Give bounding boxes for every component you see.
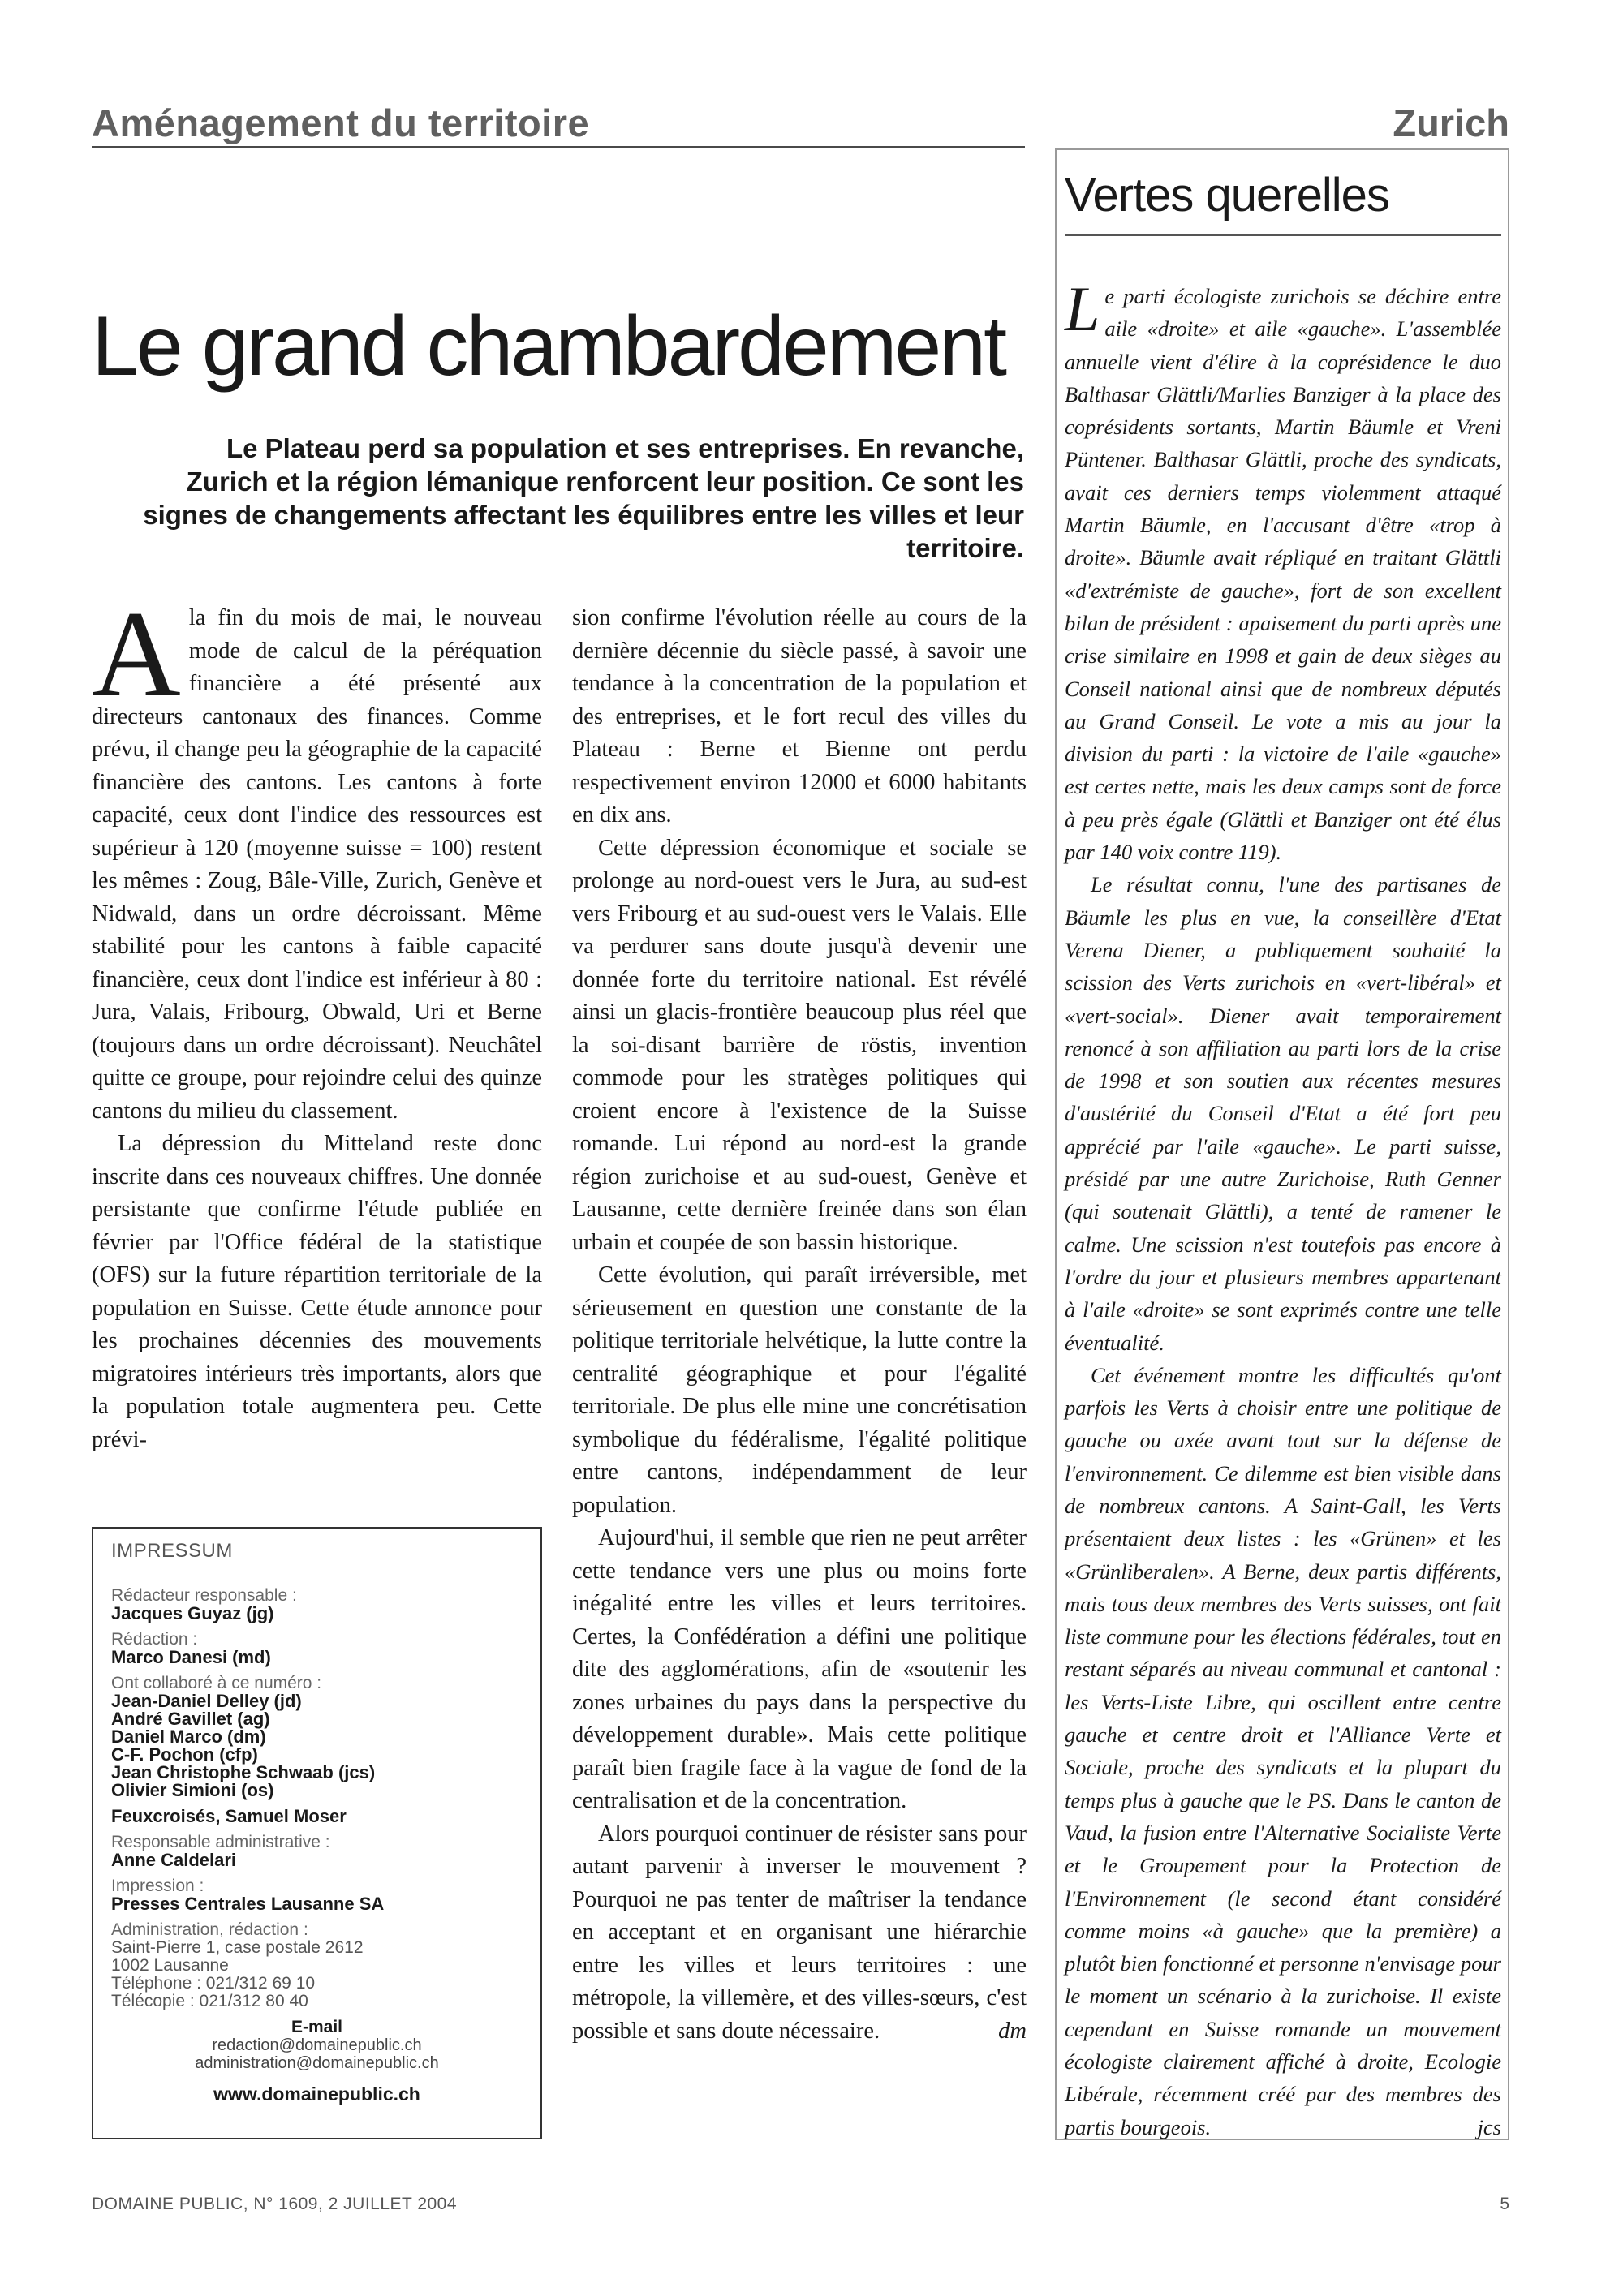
sidebar-section-title: Zurich: [1393, 101, 1509, 144]
impressum-email-label: E-mail: [291, 2018, 343, 2036]
article-paragraph: sion confirme l'évolution réelle au cours de la dernière décennie du siècle passé, à savoir une tendance à la concentration de la population et des entreprises, et le fort recul des villes du Plateau : Berne et Bienne ont perdu respectivement environ 12000 et 6000 habitants en dix ans.: [572, 605, 1027, 828]
section-rule: [92, 146, 1025, 148]
article-paragraph: Alors pourquoi continuer de résister sans pour autant parvenir à inverser le mouvement ? Pourquoi ne pas tenter de maîtriser la tendance en acceptant et en organisant une hiérarchie entre les villes et leurs territoires : une métropole, la villemère, et des villes-sœurs, c'est possible et sans doute nécessaire. dm: [572, 1818, 1027, 2049]
impressum-box: [92, 1527, 542, 2139]
section-title: Aménagement du territoire: [92, 101, 590, 144]
sidebar-paragraph: Le résultat connu, l'une des partisanes de Bäumle les plus en vue, la conseillère d'Etat Verena Diener, a publiquement souhaité la scission des Verts zurichois en «vert-libéral» et «vert-social». Diener avait temporairement renoncé à son affiliation au parti lors de la crise de 1998 et son soutien aux récentes mesures d'austérité du Conseil d'Etat a été fort peu apprécié par l'aile «gauche». Le parti suisse, présidé par une autre Zurichoise, Ruth Genner (qui soutenait Glättli), a tenté de ramener le calme. Une scission n'est toutefois pas encore à l'ordre du jour et plusieurs membres appartenant à l'aile «droite» se sont exprimés contre une telle éventualité.: [1065, 872, 1501, 1355]
sidebar-body: [1065, 273, 1501, 2143]
email-link[interactable]: redaction@domainepublic.ch: [212, 2036, 422, 2054]
article-paragraph: La dépression du Mitteland reste donc inscrite dans ces nouveaux chiffres. Une donnée persistante que confirme l'étude publiée en février par l'Office fédéral de la statistique (OFS) sur la future répartition territoriale de la population en Suisse. Cette étude annonce pour les prochaines décennies des mouvements migratoires intérieurs très importants, alors que la population totale augmentera peu. Cette prévi-: [92, 1131, 542, 1452]
article-column-1: [92, 586, 542, 1456]
impressum-admin: Responsable administrative : Anne Caldelari: [111, 1833, 330, 1870]
sidebar-drop-cap: L: [1065, 273, 1100, 344]
sidebar-paragraph: Le parti écologiste zurichois se déchire entre aile «droite» et aile «gauche». L'assemblée annuelle vient d'élire à la coprésidence le duo Balthasar Glättli/Marlies Banziger à la place des coprésidents sortants, Martin Bäumle et Vreni Püntener. Balthasar Glättli, proche des syndicats, avait ces derniers temps violemment attaqué Martin Bäumle, en l'accusant d'être «trop à droite». Bäumle avait répliqué en traitant Glättli «d'extrémiste de gauche», fort de son excellent bilan de président : apaisement du parti après une crise similaire en 1998 et gain de deux sièges au Conseil national ainsi que de nombreux députés au Grand Conseil. Le vote a mis au jour la division du parti : la victoire de l'aile «gauche» est certes nette, mais les deux camps sont de force à peu près égale (Glättli et Banziger ont été élus par 140 voix contre 119).: [1065, 273, 1501, 865]
sidebar-signature: jcs: [1477, 2114, 1501, 2139]
impressum-printer: Impression : Presses Centrales Lausanne SA: [111, 1877, 385, 1914]
impressum-address: Administration, rédaction : Saint-Pierre 1, case postale 2612 1002 Lausanne Téléphone : 021/312 69 10 Télécopie : 021/312 80 40: [111, 1920, 364, 2010]
article-lead: Le Plateau perd sa population et ses entreprises. En revanche, Zurich et la région lémanique renforcent leur position. Ce sont les signes de changements affectant les équilibres entre les villes et leur territoire.: [143, 433, 1024, 563]
sidebar-title: Vertes querelles: [1065, 169, 1389, 221]
sidebar-paragraph: Cet événement montre les difficultés qu'ont parfois les Verts à choisir entre une politique de gauche ou axée avant tout sur la défense de l'environnement. Ce dilemme est bien visible dans de nombreux cantons. A Saint-Gall, les Verts présentaient deux listes : les «Grünen» et les «Grünliberalen». A Berne, deux partis différents, mais tous deux membres des Verts suisses, ont fait liste commune pour les élections fédérales, tout en restant séparés au niveau communal et cantonal : les Verts-Liste Libre, qui oscillent entre centre gauche et centre droit et l'Alliance Verte et Sociale, proche des syndicats et la plupart du temps plus à gauche que le PS. Dans le canton de Vaud, la fusion entre l'Alternative Socialiste Verte et le Groupement pour la Protection de l'Environnement (le second étant considéré comme moins «à gauche» que la première) a plutôt bien fonctionné et personne n'envisage pour le moment un scénario à la zurichoise. Il existe cependant en Suisse romande un mouvement écologiste clairement affiché à droite, Ecologie Libérale, récemment créé par des membres des partis bourgeois. jcs: [1065, 1359, 1501, 2143]
impressum-contributors: Ont collaboré à ce numéro : Jean-Daniel Delley (jd) André Gavillet (ag) Daniel Marco (dm) C-F. Pochon (cfp) Jean Christophe Schwaab (jcs) Olivier Simioni (os): [111, 1674, 376, 1800]
impressum-editor: Rédacteur responsable : Jacques Guyaz (jg): [111, 1586, 297, 1623]
page-footer: DOMAINE PUBLIC, N° 1609, 2 JUILLET 2004: [92, 2195, 458, 2213]
email-link[interactable]: administration@domainepublic.ch: [195, 2054, 439, 2072]
page-number: 5: [1500, 2195, 1509, 2213]
impressum-feux: Feuxcroisés, Samuel Moser: [111, 1806, 347, 1826]
article-paragraph: Cette dépression économique et sociale se prolonge au nord-ouest vers le Jura, au sud-est vers Fribourg et au sud-ouest vers le Valais. Elle va perdurer sans doute jusqu'à devenir une donnée forte du territoire national. Est révélé ainsi un glacis-frontière beaucoup plus réel que la soi-disant barrière de röstis, invention commode pour les stratèges politiques qui croient encore à l'existence de la Suisse romande. Lui répond au nord-est la grande région zurichoise et au sud-ouest, Genève et Lausanne, cette dernière freinée dans son élan urbain et coupée de son bassin historique.: [572, 835, 1027, 1255]
article-paragraph: Cette évolution, qui paraît irréversible, met sérieusement en question une constante de la politique territoriale helvétique, la lutte contre la centralité géographique et pour l'égalité territoriale. De plus elle mine une concrétisation symbolique du fédéralisme, l'égalité politique entre cantons, indépendamment de leur population.: [572, 1262, 1027, 1518]
article-column-2: [572, 602, 1027, 2048]
drop-cap: A: [92, 586, 181, 722]
article-signature: dm: [998, 2018, 1027, 2044]
article-paragraph: Aujourd'hui, il semble que rien ne peut arrêter cette tendance vers une plus ou moins forte inégalité entre les villes et leurs territoires. Certes, la Confédération a défini une politique dite des agglomérations, afin de «soutenir les zones urbaines du pays dans la perspective du développement durable». Mais cette politique paraît bien fragile face à la vague de fond de la centralisation et de la concentration.: [572, 1525, 1027, 1813]
website-link[interactable]: www.domainepublic.ch: [213, 2083, 420, 2105]
impressum-title: IMPRESSUM: [111, 1540, 233, 1562]
sidebar-rule: [1065, 234, 1501, 236]
impressum-newsroom: Rédaction : Marco Danesi (md): [111, 1630, 271, 1667]
article-headline: Le grand chambardement: [92, 299, 1005, 393]
article-paragraph: A la fin du mois de mai, le nouveau mode de calcul de la péréquation financière a été présenté aux directeurs cantonaux des finances. Comme prévu, il change peu la géographie de la capacité financière des cantons. Les cantons à forte capacité, ceux dont l'indice des ressources est supérieur à 120 (moyenne suisse = 100) restent les mêmes : Zoug, Bâle-Ville, Zurich, Genève et Nidwald, dans un ordre décroissant. Même stabilité pour les cantons à faible capacité financière, ceux dont l'indice est inférieur à 80 : Jura, Valais, Fribourg, Obwald, Uri et Berne (toujours dans un ordre décroissant). Neuchâtel quitte ce groupe, pour rejoindre celui des quinze cantons du milieu du classement.: [92, 586, 542, 1124]
